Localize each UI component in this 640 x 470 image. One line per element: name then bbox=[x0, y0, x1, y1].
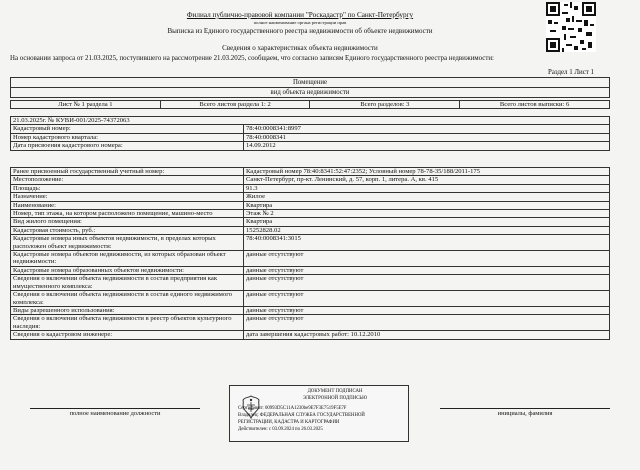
table-row bbox=[11, 193, 610, 201]
table-row bbox=[11, 275, 610, 291]
row-label: Кадастровый номер: bbox=[11, 125, 244, 133]
branch-name: Филиал публично-правовой компании "Роскадастр" по Санкт-Петербургу bbox=[186, 11, 414, 19]
table-row bbox=[11, 133, 610, 141]
digital-signature-stamp bbox=[229, 385, 409, 442]
row-label: Номер кадастрового квартала: bbox=[11, 133, 244, 141]
table-row bbox=[11, 168, 610, 176]
row-label: Сведения о включении объекта недвижимости в реестр объектов культурного наследия: bbox=[11, 315, 244, 331]
qr-code bbox=[546, 2, 596, 52]
total-sheets-section: Всего листов раздела 1: 2 bbox=[160, 101, 310, 109]
table-row bbox=[11, 125, 610, 133]
row-value: 78:40:0008341:8997 bbox=[244, 125, 610, 133]
signature-valid: Действителен: с 03.09.2024 по 26.03.2025 bbox=[238, 427, 323, 432]
table-row bbox=[11, 226, 610, 234]
row-label: Кадастровые номера объектов недвижимости, из которых образован объект недвижимости: bbox=[11, 251, 244, 267]
total-sheets-extract: Всего листов выписки: 6 bbox=[460, 101, 610, 109]
request-intro: На основании запроса от 21.03.2025, поступившего на рассмотрение 21.03.2025, сообщаем, что согласно записям Единого государственного реестра недвижимости: bbox=[10, 55, 494, 62]
sheet-number: Лист № 1 раздела 1 bbox=[11, 101, 161, 109]
row-label: Сведения о кадастровом инженере: bbox=[11, 331, 244, 339]
table-row bbox=[11, 266, 610, 274]
row-label: Виды разрешенного использования: bbox=[11, 306, 244, 314]
row-value: Квартира bbox=[244, 218, 610, 226]
table-row bbox=[11, 291, 610, 307]
signature-owner-2: РЕГИСТРАЦИИ, КАДАСТРА И КАРТОГРАФИИ bbox=[238, 420, 340, 425]
row-label: Вид жилого помещения: bbox=[11, 218, 244, 226]
table-row bbox=[11, 235, 610, 251]
table-row bbox=[11, 331, 610, 339]
row-label: Наименование: bbox=[11, 201, 244, 209]
row-value: 14.09.2012 bbox=[244, 142, 610, 150]
row-value: 78:40:0008341 bbox=[244, 133, 610, 141]
row-value: Этаж № 2 bbox=[244, 210, 610, 218]
extract-title: Выписка из Единого государственного реестра недвижимости об объекте недвижимости bbox=[167, 27, 433, 35]
row-label: Ранее присвоенный государственный учетный номер: bbox=[11, 168, 244, 176]
qr-code-icon bbox=[546, 2, 596, 52]
row-value: Жилое bbox=[244, 193, 610, 201]
details-table bbox=[10, 167, 610, 340]
table-row bbox=[11, 184, 610, 192]
table-row bbox=[11, 176, 610, 184]
name-caption: инициалы, фамилия bbox=[497, 410, 553, 417]
object-kind-box bbox=[10, 77, 610, 98]
table-row bbox=[11, 315, 610, 331]
table-row bbox=[11, 218, 610, 226]
total-sections: Всего разделов: 3 bbox=[310, 101, 460, 109]
section-sheet: Раздел 1 Лист 1 bbox=[548, 69, 594, 76]
sheet-info-table bbox=[10, 100, 610, 109]
row-value: данные отсутствуют bbox=[244, 315, 610, 331]
row-label: Кадастровые номера иных объектов недвижимости, в пределах которых расположен объект недвижимости: bbox=[11, 235, 244, 251]
row-label: Кадастровая стоимость, руб.: bbox=[11, 226, 244, 234]
row-value: Квартира bbox=[244, 201, 610, 209]
signature-title: ДОКУМЕНТ ПОДПИСАН bbox=[307, 389, 363, 394]
table-row bbox=[11, 201, 610, 209]
branch-caption: полное наименование органа регистрации прав bbox=[253, 20, 347, 25]
table-row bbox=[11, 210, 610, 218]
record-table bbox=[10, 116, 610, 151]
row-label: Местоположение: bbox=[11, 176, 244, 184]
row-value: 15252828.02 bbox=[244, 226, 610, 234]
row-value: дата завершения кадастровых работ: 10.12.2010 bbox=[244, 331, 610, 339]
row-value: 91.3 bbox=[244, 184, 610, 192]
position-caption: полное наименование должности bbox=[69, 410, 161, 417]
row-label: Номер, тип этажа, на котором расположено помещение, машино-место bbox=[11, 210, 244, 218]
signature-owner: Владелец: ФЕДЕРАЛЬНАЯ СЛУЖБА ГОСУДАРСТВЕННОЙ bbox=[238, 413, 365, 418]
table-row bbox=[11, 251, 610, 267]
row-value: данные отсутствуют bbox=[244, 306, 610, 314]
row-value: Кадастровый номер 78:40:8341:52:47:2352; Условный номер 78-78-35/188/2011-175 bbox=[244, 168, 610, 176]
section-title: Сведения о характеристиках объекта недвижимости bbox=[222, 44, 378, 52]
table-row bbox=[11, 142, 610, 150]
row-label: Сведения о включении объекта недвижимости в состав единого недвижимого комплекса: bbox=[11, 291, 244, 307]
position-line bbox=[30, 408, 200, 409]
row-label: Площадь: bbox=[11, 184, 244, 192]
table-row bbox=[11, 306, 610, 314]
row-value: данные отсутствуют bbox=[244, 251, 610, 267]
row-value: Санкт-Петербург, пр-кт. Ленинский, д. 57, корп. 1, литера. А, кв. 415 bbox=[244, 176, 610, 184]
object-kind: Помещение bbox=[292, 79, 328, 86]
row-label: Кадастровые номера образованных объектов недвижимости: bbox=[11, 266, 244, 274]
row-label: Сведения о включении объекта недвижимости в состав предприятия как имущественного комплекса: bbox=[11, 275, 244, 291]
row-label: Дата присвоения кадастрового номера: bbox=[11, 142, 244, 150]
row-value: данные отсутствуют bbox=[244, 291, 610, 307]
signature-cert: Сертификат: 00993D5C11A1230be9E7F3E7519F5E7F bbox=[238, 406, 347, 411]
row-label: Назначение: bbox=[11, 193, 244, 201]
name-line bbox=[440, 408, 610, 409]
record-date-number: 21.03.2025г. № КУВИ-001/2025-74372063 bbox=[11, 117, 610, 125]
signature-subtitle: ЭЛЕКТРОННОЙ ПОДПИСЬЮ bbox=[302, 396, 368, 401]
row-value: данные отсутствуют bbox=[244, 266, 610, 274]
object-kind-caption: вид объекта недвижимости bbox=[270, 89, 350, 96]
row-value: 78:40:0008341:3015 bbox=[244, 235, 610, 251]
row-value: данные отсутствуют bbox=[244, 275, 610, 291]
